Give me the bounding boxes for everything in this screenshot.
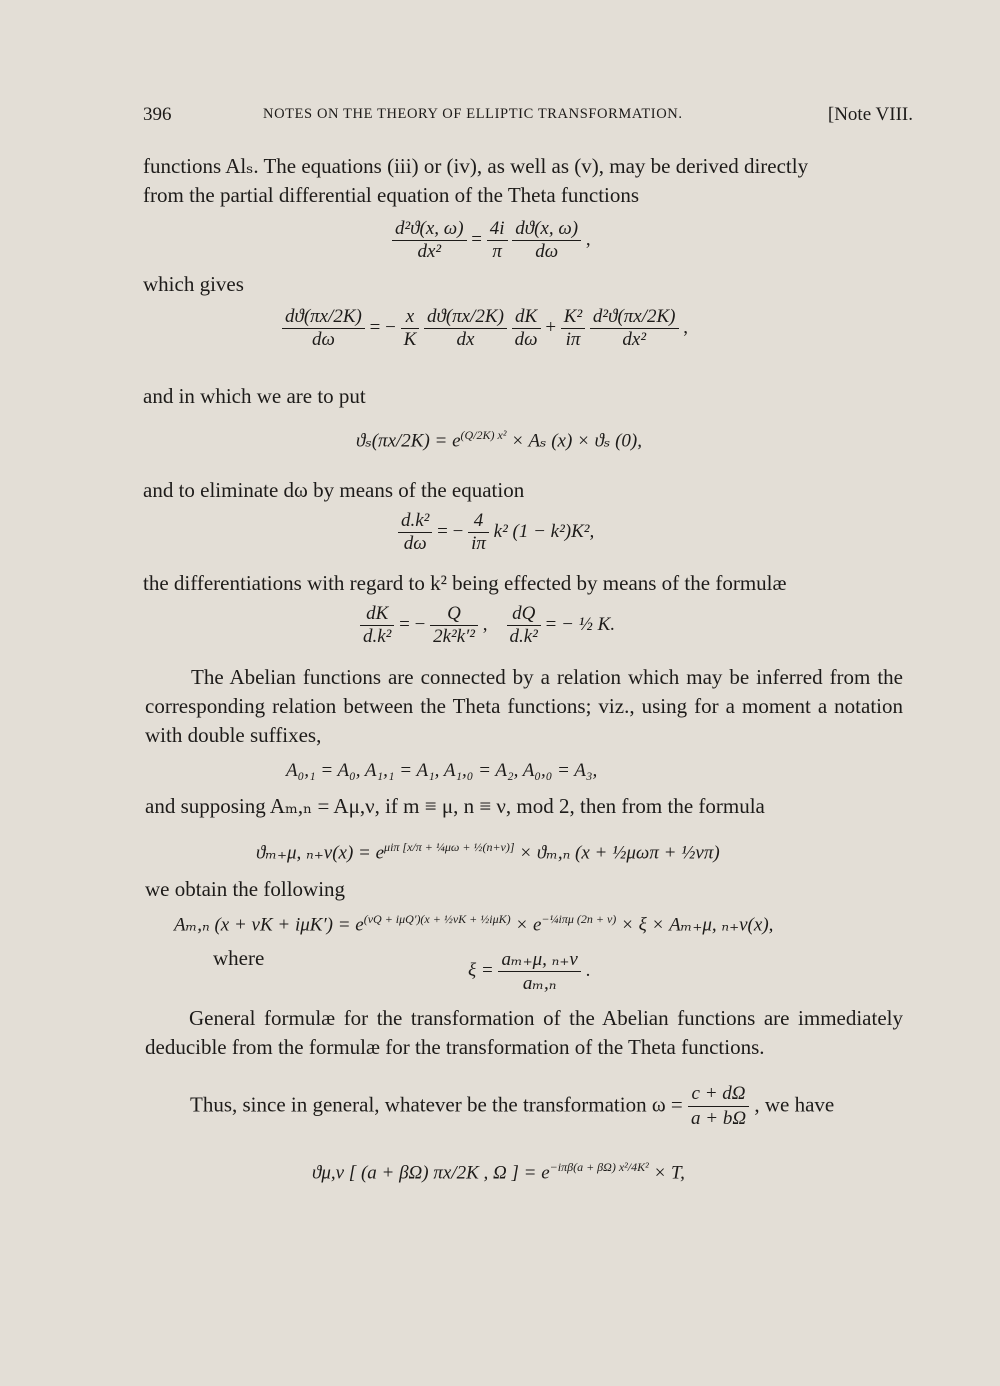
fraction-numerator: dK	[360, 603, 394, 626]
equation-xi	[468, 948, 590, 995]
fraction-numerator: d²ϑ(x, ω)	[392, 218, 467, 241]
equation-part: Aₘ,ₙ (x + νK + iμK′) = e	[174, 914, 364, 936]
exponent: −¼iπμ (2n + ν)	[541, 912, 617, 926]
fraction-denominator: 2k²k′²	[433, 626, 475, 647]
fraction-numerator: x	[401, 306, 420, 329]
equation-part: × Aₛ (x) × ϑₛ (0),	[511, 430, 642, 452]
fraction-denominator: iπ	[471, 533, 486, 554]
fraction-numerator: 4i	[487, 218, 508, 241]
equation-part: ξ =	[468, 959, 494, 981]
fraction-denominator: dω	[403, 533, 427, 554]
equation-part: k² (1 − k²)K²,	[493, 520, 595, 542]
paragraph-line: and in which we are to put	[143, 384, 366, 408]
fraction-denominator: d.k²	[509, 626, 538, 647]
fraction-denominator: d.k²	[363, 626, 392, 647]
fraction-numerator: c + dΩ	[688, 1082, 749, 1107]
equation-transformation	[312, 1160, 685, 1184]
equation-part: × T,	[653, 1162, 685, 1184]
equation-put	[356, 428, 642, 452]
equation-part: ϑₛ(πx/2K) = e	[356, 430, 461, 452]
fraction-denominator: dx	[456, 329, 475, 350]
equation-part: × ϑₘ,ₙ (x + ½μωπ + ½νπ)	[519, 842, 720, 864]
page-number: 396	[143, 104, 172, 125]
fraction-numerator: Q	[430, 603, 478, 626]
equation-part: ϑₘ₊μ, ₙ₊ν(x) = e	[256, 842, 385, 864]
fraction-numerator: dϑ(πx/2K)	[424, 306, 507, 329]
fraction-numerator: aₘ₊μ, ₙ₊ν	[498, 948, 580, 972]
equation-suffixes: A₀,₁ = A₀, A₁,₁ = A₁, A₁,₀ = A₂, A₀,₀ = A₃,	[286, 760, 598, 781]
equation-eliminate: $\frac{\text{d.k²}}{d\omega}$ = − $\frac{4}{i\pi}$ k² (1 − k²)K²,	[398, 510, 594, 555]
equation-theta	[256, 840, 720, 864]
fraction-denominator: K	[403, 329, 417, 350]
running-title: NOTES ON THE THEORY OF ELLIPTIC TRANSFORMATION.	[263, 106, 683, 122]
fraction-denominator: dω	[535, 241, 559, 262]
equation-part: × ξ × Aₘ₊μ, ₙ₊ν(x),	[621, 914, 774, 936]
note-label: [Note VIII.	[827, 104, 913, 125]
equation-pde: $\frac{\text{d²ϑ(x, ω)}}{\text{dx²}}$ = $\frac{4i}{\pi}$ $\frac{dϑ(x, \omega)}{d\omega}$ ,	[392, 218, 591, 263]
equation-part: − ½ K.	[561, 613, 616, 635]
exponent: −iπβ(a + βΩ) x²/4K²	[549, 1160, 649, 1174]
paragraph-line: from the partial differential equation of the Theta functions	[143, 183, 640, 207]
fraction-denominator: dω	[311, 329, 335, 350]
fraction-denominator: π	[492, 241, 502, 262]
paragraph: The Abelian functions are connected by a relation which may be inferred from the corresponding relation between the Theta functions; viz., using for a moment a notation with double suffixes,	[145, 665, 903, 747]
exponent: (Q/2K) x²	[460, 428, 507, 442]
fraction-numerator: dK	[512, 306, 541, 329]
paragraph-line: where	[213, 946, 265, 970]
fraction-denominator: a + bΩ	[691, 1108, 747, 1129]
paragraph-line: the differentiations with regard to k² being effected by means of the formulæ	[143, 571, 787, 595]
equation-abelian	[174, 912, 773, 936]
fraction-denominator: aₘ,ₙ	[522, 973, 557, 994]
fraction-numerator: d.k²	[398, 510, 432, 533]
page-header	[143, 104, 913, 134]
fraction-denominator: iπ	[565, 329, 581, 350]
paragraph-line: and supposing Aₘ,ₙ = Aμ,ν, if m ≡ μ, n ≡ ν, mod 2, then from the formula	[145, 794, 765, 818]
fraction-numerator: dQ	[507, 603, 541, 626]
equation-which-gives: $\frac{dϑ(\pi x/2K)}{d\omega}$ = − $\frac{x}{K}$ $\frac{dϑ(\pi x/2K)}{dx}$ $\frac{dK}{d\omega}$ + $\frac{\text{K²}}{i\pi}$ $\frac{\text{d²ϑ(πx/2K)}}{\text{dx²}}$ ,	[282, 306, 688, 351]
paragraph-line: which gives	[143, 272, 244, 296]
paragraph-line: and to eliminate dω by means of the equation	[143, 478, 525, 502]
text-part: , we have	[754, 1092, 835, 1117]
equation-derivatives: $\frac{dK}{\text{d.k²}}$ = − $\frac{Q}{\text{2k²k′²}}$ , $\frac{dQ}{\text{d.k²}}$ = − ½ K.	[360, 603, 615, 648]
exponent: μiπ [x/π + ¼μω + ½(n+ν)]	[384, 840, 515, 854]
paragraph-line: functions Alₛ. The equations (iii) or (iv), as well as (v), may be derived directly	[143, 154, 809, 178]
fraction-numerator: dϑ(x, ω)	[512, 218, 581, 241]
fraction-denominator: dx²	[417, 241, 442, 262]
fraction-numerator: 4	[468, 510, 489, 533]
fraction-denominator: dx²	[622, 329, 647, 350]
equation-part: ϑμ,ν [ (a + βΩ) πx/2K , Ω ] = e	[312, 1162, 550, 1184]
fraction-numerator: K²	[561, 306, 585, 329]
fraction-numerator: dϑ(πx/2K)	[282, 306, 365, 329]
paragraph: General formulæ for the transformation of the Abelian functions are immediately deducible from the formulæ for the transformation of the Theta functions.	[145, 1006, 903, 1059]
exponent: (νQ + iμQ′)(x + ½νK + ½iμK)	[363, 912, 511, 926]
fraction-denominator: dω	[514, 329, 538, 350]
paragraph-line-thus	[190, 1082, 834, 1131]
text-part: Thus, since in general, whatever be the transformation ω =	[190, 1092, 683, 1117]
fraction-numerator: d²ϑ(πx/2K)	[590, 306, 679, 329]
equation-part: × e	[515, 914, 542, 936]
paragraph-line: we obtain the following	[145, 877, 346, 901]
equation-part: .	[585, 959, 591, 981]
